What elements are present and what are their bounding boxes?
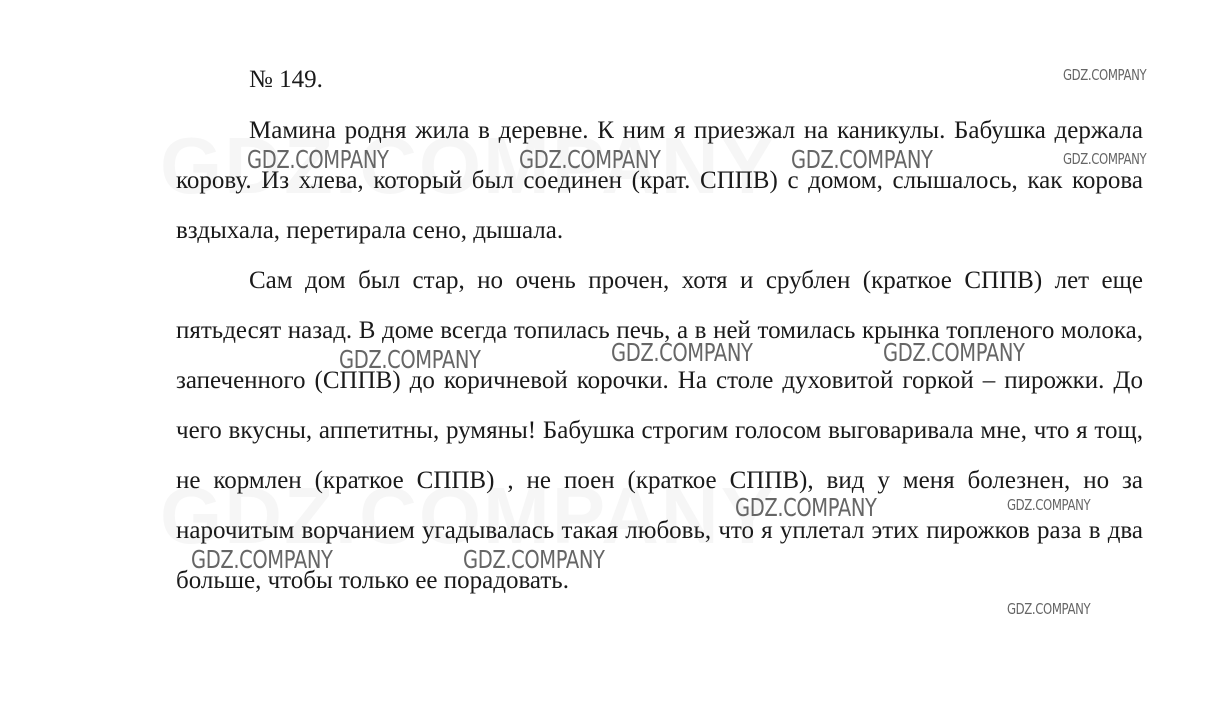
- watermark: GDZ.COMPANY: [247, 145, 389, 174]
- watermark: GDZ.COMPANY: [1063, 66, 1147, 84]
- watermark: GDZ.COMPANY: [339, 345, 481, 374]
- watermark: GDZ.COMPANY: [611, 338, 753, 367]
- watermark: GDZ.COMPANY: [1007, 600, 1091, 618]
- watermark: GDZ.COMPANY: [791, 145, 933, 174]
- watermark: GDZ.COMPANY: [1063, 150, 1147, 168]
- watermark: GDZ.COMPANY: [519, 145, 661, 174]
- watermark: GDZ.COMPANY: [463, 545, 605, 574]
- watermark: GDZ.COMPANY: [191, 545, 333, 574]
- exercise-number: № 149.: [249, 66, 323, 93]
- paragraph-1: Мамина родня жила в деревне. К ним я приезжал на каникулы. Бабушка держала корову. Из хлева, который был соединен (крат. СППВ) с домом, слышалось, как корова вздыхала, перетирала сено, дышала.: [176, 117, 1143, 244]
- paragraph-2: Сам дом был стар, но очень прочен, хотя и срублен (краткое СППВ) лет еще пятьдесят назад. В доме всегда топилась печь, а в ней томилась крынка топленого молока, запеченного (СППВ) до коричневой корочки. На столе духовитой горкой – пирожки. До чего вкусны, аппетитны, румяны! Бабушка строгим голосом выговаривала мне, что я тощ, не кормлен (краткое СППВ) , не поен (краткое СППВ), вид у меня болезнен, но за нарочитым ворчанием угадывалась такая любовь, что я уплетал этих пирожков раза в два больше, чтобы только ее порадовать.: [176, 267, 1143, 594]
- watermark: GDZ.COMPANY: [735, 493, 877, 522]
- watermark: GDZ.COMPANY: [1007, 496, 1091, 514]
- watermark: GDZ.COMPANY: [883, 338, 1025, 367]
